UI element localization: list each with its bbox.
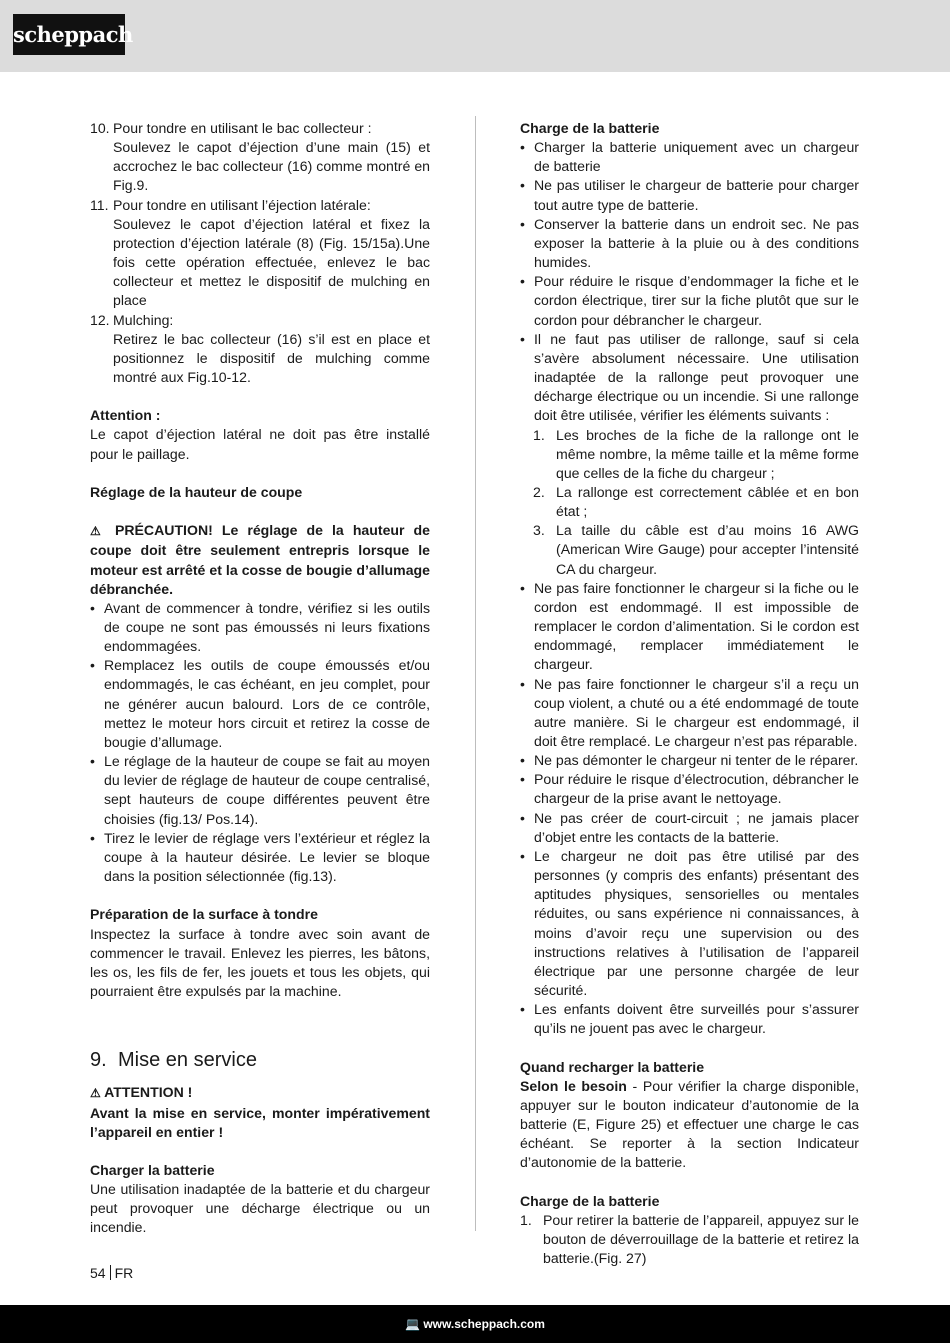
list-item: 12. Mulching: [90, 311, 174, 328]
charge2-heading: Charge de la batterie [520, 1192, 660, 1209]
charger-text: Une utilisation inadaptée de la batterie et du chargeur peut provoquer une décharge électrique ou un incendie. [90, 1181, 430, 1236]
bullet-item: • Ne pas démonter le chargeur ni tenter de le réparer. [520, 752, 859, 769]
quand-heading: Quand recharger la batterie [520, 1058, 705, 1075]
precaution-text: ⚠ PRÉCAUTION! Le réglage de la hauteur de coupe doit être seulement entrepris lorsque le moteur est arrêté et la cosse de bougie d’allumage débranchée. [90, 522, 430, 597]
bullet-item: • Ne pas créer de court-circuit ; ne jamais placer d’objet entre les contacts de la batterie. [520, 809, 859, 845]
charger-heading: Charger la batterie [90, 1162, 215, 1179]
page-number: 54 FR [90, 1265, 134, 1281]
bullet-item: • Les enfants doivent être surveillés pour s’assurer qu’ils ne jouent pas avec le chargeur. [520, 1001, 859, 1037]
attention2-heading: ⚠ ATTENTION ! [90, 1084, 193, 1101]
warning-icon: ⚠ [90, 524, 106, 539]
bullet-item: • Ne pas faire fonctionner le chargeur s’il a reçu un coup violent, a chuté ou a été endommagé de toute autre manière. Si le chargeur est endommagé, il doit être remplacé. Le chargeur n’est pas réparable. [520, 675, 859, 749]
list-item-text: Retirez le bac collecteur (16) s’il est en place et positionnez le dispositif de mulching comme montré aux Fig.10-12. [113, 330, 430, 386]
bullet-item: • Tirez le levier de réglage vers l’extérieur et réglez la coupe à la hauteur désirée. Le levier se bloque dans la position sélectionnée (fig.13). [90, 829, 430, 885]
charge-heading: Charge de la batterie [520, 120, 660, 136]
bullet-item: • Le chargeur ne doit pas être utilisé par des personnes (y compris des enfants) présentant des aptitudes physiques, sensorielles ou mentales réduites, ou sans expérience ni connaissances, à moins d’avoir reçu une supervision ou des instructions relatives à l’utilisation de l’appareil électrique par une personne chargée de leur sécurité. [520, 847, 859, 999]
list-item: 10. Pour tondre en utilisant le bac collecteur : [90, 120, 372, 136]
bullet-item: • Remplacez les outils de coupe émoussés et/ou endommagés, le cas échéant, en jeu complet, pour ne générer aucun balourd. Lors de ce contrôle, mettez le moteur hors circuit et retirez la cosse de bougie d’allumage. [90, 657, 430, 750]
website-link[interactable]: www.scheppach.com [423, 1317, 545, 1331]
prep-text: Inspectez la surface à tondre avec soin avant de commencer le travail. Enlevez les pierres, les bâtons, les os, les fils de fer, les jouets et tous les objets, qui pourraient être expulsés par la machine. [90, 925, 430, 999]
bullet-item: • Charger la batterie uniquement avec un chargeur de batterie [520, 139, 859, 175]
warning-icon: ⚠ [90, 1086, 101, 1101]
right-column [520, 119, 859, 1268]
sub-list-item: 1. Les broches de la fiche de la rallonge ont le même nombre, la même taille et la même forme que celles de la fiche du chargeur ; [533, 426, 859, 481]
sub-list-item: 3. La taille du câble est d’au moins 16 AWG (American Wire Gauge) pour accepter l’intensité CA du chargeur. [533, 522, 859, 577]
header-bar [0, 0, 950, 72]
footer-bar [0, 1305, 950, 1343]
attention-text: Le capot d’éjection latéral ne doit pas être installé pour le paillage. [90, 426, 430, 462]
list-item: 1. Pour retirer la batterie de l’appareil, appuyez sur le bouton de déverrouillage de la batterie et retirez la batterie.(Fig. 27) [520, 1211, 859, 1267]
list-item-text: Soulevez le capot d’éjection d’une main (15) et accrochez le bac collecteur (16) comme montré en Fig.9. [113, 139, 430, 194]
bullet-item: • Ne pas faire fonctionner le chargeur si la fiche ou le cordon est endommagé. Il est impossible de remplacer le cordon d’alimentation. Si le cordon est endommagé, remplacer immédiatement le chargeur. [520, 579, 859, 673]
sub-list-item: 2. La rallonge est correctement câblée et en bon état ; [533, 483, 859, 520]
prep-heading: Préparation de la surface à tondre [90, 906, 318, 923]
list-item-text: Soulevez le capot d’éjection latéral et fixez la protection d’éjection latérale (8) (Fig. 15/15a).Une fois cette opération effectuée, enlevez le bac collecteur et mettez le dispositif de mulching en place [113, 215, 430, 309]
attention-heading: Attention : [90, 407, 161, 424]
reglage-heading: Réglage de la hauteur de coupe [90, 483, 303, 500]
bullet-item: • Conserver la batterie dans un endroit sec. Ne pas exposer la batterie à la pluie ou à des conditions humides. [520, 215, 859, 271]
computer-icon: 💻 [405, 1317, 420, 1331]
bullet-item: • Pour réduire le risque d’électrocution, débrancher le chargeur de la prise avant le nettoyage. [520, 771, 859, 807]
bullet-item: • Pour réduire le risque d’endommager la fiche et le cordon électrique, tirer sur la fiche plutôt que sur le cordon pour débrancher le chargeur. [520, 273, 859, 328]
bullet-item: • Le réglage de la hauteur de coupe se fait au moyen du levier de réglage de hauteur de coupe centralisé, sept hauteurs de coupe différentes peuvent être choisies (fig.13/ Pos.14). [90, 753, 430, 827]
selon-text: Selon le besoin - Pour vérifier la charge disponible, appuyer sur le bouton indicateur d’autonomie de la batterie (E, Figure 25) et effectuer une charge le cas échéant. Se reporter à la section Indicateur d’autonomie de la batterie. [520, 1077, 859, 1171]
bullet-item: • Avant de commencer à tondre, vérifiez si les outils de coupe ne sont pas émoussés ni leurs fixations endommagées. [90, 599, 430, 655]
bullet-item: • Ne pas utiliser le chargeur de batterie pour charger tout autre type de batterie. [520, 177, 859, 213]
bullet-item: • Il ne faut pas utiliser de rallonge, sauf si cela s’avère absolument nécessaire. Une utilisation inadaptée de la rallonge peut provoquer une décharge électrique ou un incendie. Si une rallonge doit être utilisée, vérifier les éléments suivants : [520, 330, 859, 424]
column-divider [475, 116, 476, 1231]
list-item: 11. Pour tondre en utilisant l’éjection latérale: [90, 196, 371, 213]
section-heading: 9. Mise en service [90, 1049, 257, 1072]
attention2-text: Avant la mise en service, monter impérativement l’appareil en entier ! [90, 1104, 430, 1140]
brand-logo: scheppach [13, 14, 125, 55]
left-column [90, 119, 430, 1238]
